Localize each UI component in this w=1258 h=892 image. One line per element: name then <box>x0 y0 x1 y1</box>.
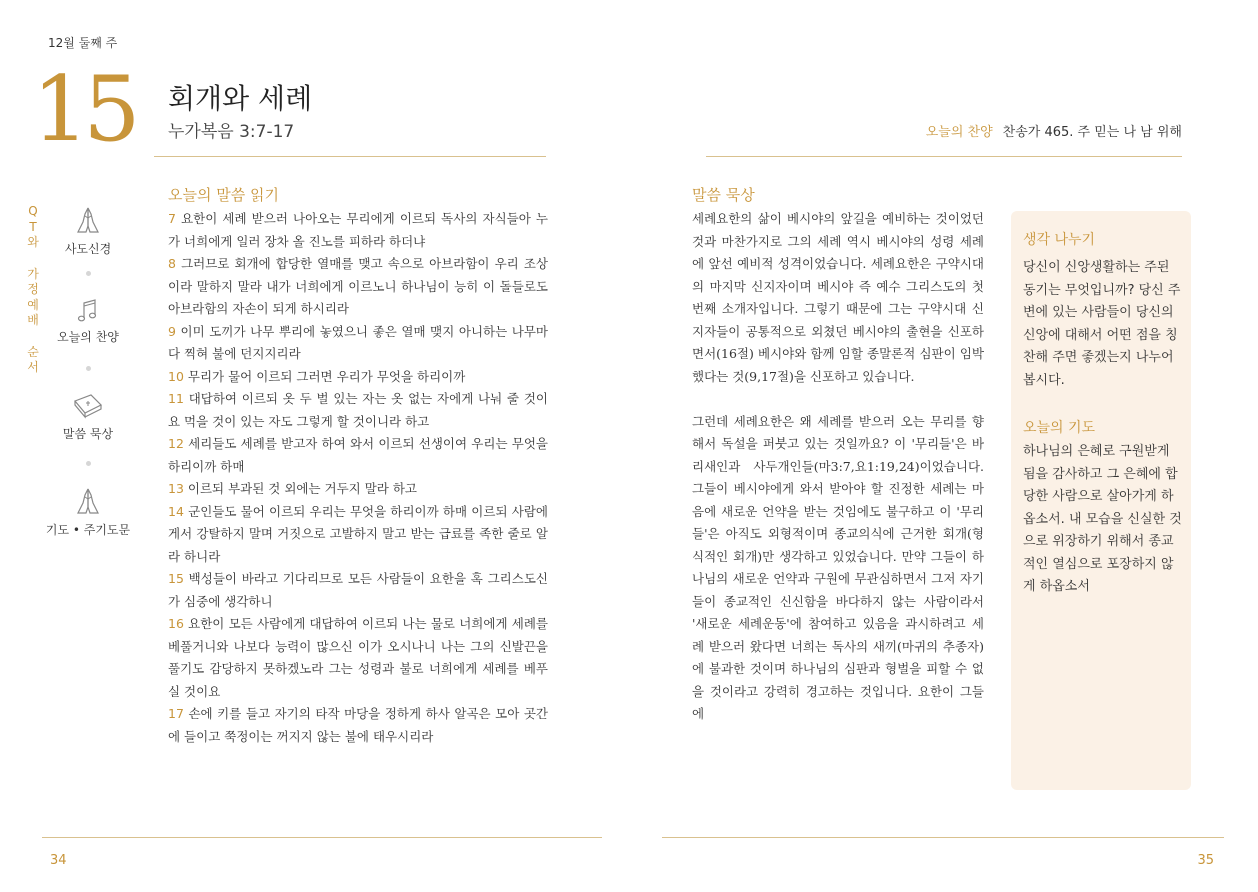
meditation-paragraph: 그런데 세례요한은 왜 세례를 받으러 오는 무리를 향해서 독설을 퍼붓고 있는 것일까요? 이 '무리들'은 바리새인과 사두개인들(마3:7,요1:19,24)이었습니다. 그들이 베시야에게 와서 받아야 할 진정한 세례는 마음에 새로운 언약을 받는 것임에도 불구하고 이 '무리들'은 아직도 외형적이며 종교의식에 근거한 회개(형식적인 회개)만 생각하고 있었습니다. 만약 그들이 하나님의 새로운 언약과 구원에 무관심하면서 그저 자기들이 종교적인 신신함을 바다하지 않는 사람이라서 '새로운 세례운동'에 참여하고 있음을 과시하려고 세례 받으러 왔다면 너희는 독사의 새끼(마귀의 추종자)에 불과한 것이며 하나님의 심판과 형벌을 피할 수 없을 것이라고 강력히 경고하는 것입니다. 요한이 그들에 <box>692 413 984 721</box>
verse-number: 7 <box>168 211 176 226</box>
prayer-title: 오늘의 기도 <box>1023 420 1096 436</box>
praying-hands-icon <box>73 485 103 517</box>
verse-number: 16 <box>168 616 184 631</box>
verse <box>168 433 548 478</box>
week-label: 12월 둘째 주 <box>48 36 118 50</box>
nav-item-meditation <box>40 391 136 442</box>
verse-number: 15 <box>168 571 184 586</box>
music-note-icon <box>73 298 103 324</box>
verse <box>168 501 548 569</box>
bible-icon <box>71 391 105 421</box>
verse-number: 12 <box>168 436 184 451</box>
verse-number: 11 <box>168 391 184 406</box>
nav-separator-dot <box>86 461 91 466</box>
qt-char: 정 <box>27 282 39 296</box>
verse-text: 이르되 부과된 것 외에는 거두지 말라 하고 <box>183 481 417 496</box>
verse-text: 요한이 세례 받으러 나아오는 무리에게 이르되 독사의 자식들아 누가 너희에게 일러 장차 올 진노를 피하라 하더냐 <box>168 211 548 249</box>
nav-item-creed <box>40 204 136 257</box>
header-divider-left <box>154 156 546 157</box>
nav-label: 오늘의 찬양 <box>57 330 119 344</box>
scripture-reference: 누가복음 3:7-17 <box>168 122 295 142</box>
prayer-text: 하나님의 은혜로 구원받게 됨을 감사하고 그 은혜에 합당한 사람으로 살아가게 하옵소서. 내 모습을 신실한 것으로 위장하기 위해서 종교적인 열심으로 포장하지 않게 하옵소서 <box>1023 444 1182 594</box>
footer-divider-left <box>42 837 602 838</box>
nav-separator-dot <box>86 366 91 371</box>
verse <box>168 208 548 253</box>
paragraph-spacer <box>692 388 984 411</box>
day-number: 15 <box>32 57 135 162</box>
meditation-paragraph: 세례요한의 삶이 베시야의 앞길을 예비하는 것이었던 것과 마찬가지로 그의 세례 역시 베시야의 성령 세례에 앞선 예비적 성격이었습니다. 세례요한은 구약시대의 마지막 신지자이며 베시야 즉 예수 그리스도의 첫 번째 소개자입니다. 그렇기 때문에 그는 구약시대 신지자들이 공통적으로 외쳤던 베시야의 출현을 신포하면서(16절) 베시야와 함께 임할 종말론적 심판이 임박했다는 것(9,17절)을 신포하고 있습니다. <box>692 211 984 384</box>
qt-char: 가 <box>27 266 39 281</box>
qt-char: 배 <box>27 313 39 327</box>
qt-gap <box>26 329 40 345</box>
reflection-box <box>1011 211 1191 790</box>
verse-number: 9 <box>168 323 176 339</box>
verse-number: 17 <box>168 706 184 721</box>
qt-char: 예 <box>27 297 39 312</box>
meditation-title: 말씀 묵상 <box>692 186 755 204</box>
hymn-title: 찬송가 465. 주 믿는 나 남 위해 <box>1002 125 1182 140</box>
reading-title: 오늘의 말씀 읽기 <box>168 186 279 204</box>
verse-number: 8 <box>168 256 176 271</box>
hymn-label: 오늘의 찬양 <box>925 125 993 140</box>
scripture-reading <box>168 208 548 748</box>
share-text: 당신이 신앙생활하는 주된 동기는 무엇입니까? 당신 주변에 있는 사람들이 당신의 신앙에 대해서 어떤 점을 칭찬해 주면 좋겠는지 나누어 봅시다. <box>1023 260 1181 388</box>
verse <box>168 613 548 703</box>
verse <box>168 478 548 501</box>
verse <box>168 568 548 613</box>
hymn-line <box>926 124 1182 142</box>
nav-label: 말씀 묵상 <box>62 427 114 441</box>
share-title: 생각 나누기 <box>1023 232 1096 248</box>
verse-text: 이미 도끼가 나무 뿌리에 놓였으니 좋은 열매 맺지 아니하는 나무마다 찍혀 불에 던지지리라 <box>168 323 548 361</box>
page-title: 회개와 세례 <box>168 82 313 115</box>
nav-label: 사도신경 <box>64 242 112 256</box>
footer-divider-right <box>662 837 1224 838</box>
verse <box>168 366 548 389</box>
nav-separator-dot <box>86 271 91 276</box>
verse <box>168 388 548 433</box>
qt-char: 와 <box>27 235 39 249</box>
verse-text: 군인들도 물어 이르되 우리는 무엇을 하리이까 하매 이르되 사람에게서 강탈하지 말며 거짓으로 고발하지 말고 받는 급료를 족한 줄로 알라 하니라 <box>168 503 548 564</box>
qt-char: 순 <box>27 344 39 359</box>
page-number-right: 35 <box>1197 853 1214 868</box>
verse-number: 14 <box>168 503 184 519</box>
verse <box>168 321 548 366</box>
page-number-left: 34 <box>50 853 67 868</box>
meditation-body <box>692 208 984 726</box>
verse-text: 백성들이 바라고 기다리므로 모든 사람들이 요한을 혹 그리스도신가 심중에 생각하니 <box>168 571 548 609</box>
nav-item-hymn <box>40 298 136 345</box>
qt-vertical-label <box>26 204 40 376</box>
verse-text: 손에 키를 들고 자기의 타작 마당을 정하게 하사 알곡은 모아 곳간에 들이고 쭉정이는 꺼지지 않는 불에 태우시리라 <box>168 706 548 744</box>
qt-char: Q <box>28 204 38 218</box>
verse-text: 대답하여 이르되 옷 두 벌 있는 자는 옷 없는 자에게 나눠 줄 것이요 먹을 것이 있는 자도 그렇게 할 것이니라 하고 <box>168 391 548 429</box>
verse-number: 10 <box>168 368 184 384</box>
nav-label: 기도 • 주기도문 <box>45 523 131 537</box>
verse <box>168 703 548 748</box>
qt-char: 서 <box>27 360 39 374</box>
verse-text: 무리가 물어 이르되 그러면 우리가 무엇을 하리이까 <box>183 368 466 384</box>
verse-text: 그러므로 회개에 합당한 열매를 맺고 속으로 아브라함이 우리 조상이라 말하지 말라 내가 너희에게 이르노니 하나님이 능히 이 돌들로도 아브라함의 자손이 되게 하시리라 <box>168 256 548 316</box>
qt-gap <box>26 251 40 267</box>
praying-hands-icon <box>73 204 103 236</box>
nav-item-prayer <box>40 485 136 538</box>
verse-number: 13 <box>168 481 184 496</box>
verse-text: 요한이 모든 사람에게 대답하여 이르되 나는 물로 너희에게 세례를 베풀거니와 나보다 능력이 많으신 이가 오시나니 나는 그의 신발끈을 풀기도 감당하지 못하겠노라 그는 성령과 불로 너희에게 세례를 베푸실 것이요 <box>168 616 548 699</box>
qt-char: T <box>29 219 37 234</box>
verse-text: 세리들도 세례를 받고자 하여 와서 이르되 선생이여 우리는 무엇을 하리이까 하매 <box>168 436 548 474</box>
header-divider-right <box>706 156 1182 157</box>
verse <box>168 253 548 321</box>
